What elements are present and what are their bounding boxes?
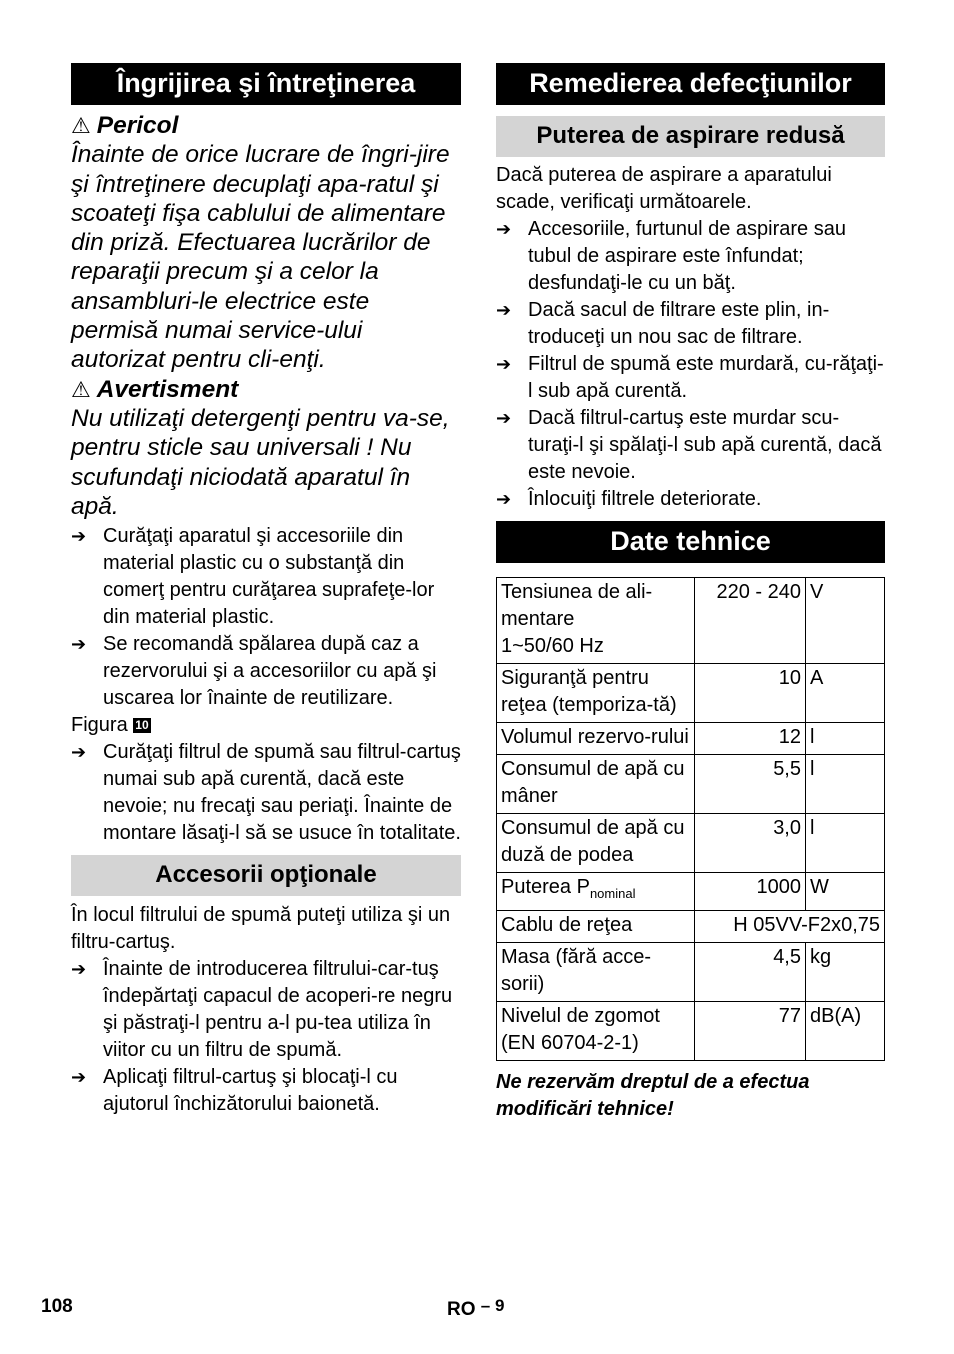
list-item: ➔ Se recomandă spălarea după caz a rezervorului şi a accesoriilor cu apă şi uscarea lor înainte de reutilizare. [71, 633, 437, 710]
troubleshooting-heading: Remedierea defecţiunilor [496, 63, 885, 105]
table-row: Tensiunea de ali-mentare 1~50/60 Hz 220 - 240 V [497, 578, 885, 664]
section-page-indicator: RO – 9 [447, 1296, 505, 1320]
table-row: Nivelul de zgomot (EN 60704-2-1) 77 dB(A) [497, 1002, 885, 1061]
warning-text: Nu utilizaţi detergenţi pentru va-se, pentru sticle sau universali ! Nu scufundaţi niciodată aparatul în apă. [71, 404, 450, 520]
list-item: ➔ Filtrul de spumă este murdară, cu-răţaţi-l sub apă curentă. [496, 353, 884, 402]
table-row: Masa (fără acce-sorii) 4,5 kg [497, 943, 885, 1002]
care-maintenance-heading: Îngrijirea şi întreţinerea [71, 63, 461, 105]
arrow-right-icon: ➔ [496, 219, 512, 239]
accessories-list [71, 956, 461, 1118]
optional-accessories-heading: Accesorii opţionale [71, 855, 461, 896]
filter-cleaning-list [71, 739, 461, 847]
warning-title-line [71, 375, 461, 404]
technical-changes-note: Ne rezervăm dreptul de a efectua modificări tehnice! [496, 1071, 810, 1120]
table-row: Siguranţă pentru reţea (temporiza-tă) 10 A [497, 664, 885, 723]
list-item: ➔ Înainte de introducerea filtrului-car-tuş îndepărtaţi capacul de acoperi-re negru şi păstraţi-l pentru a-l pu-tea utiliza în viitor cu un filtru de spumă. [71, 958, 453, 1062]
arrow-right-icon: ➔ [71, 959, 87, 980]
suction-checks-list [496, 216, 885, 513]
danger-title-line [71, 111, 461, 140]
table-row: Volumul rezervo-rului 12 l [497, 723, 885, 755]
warning-title: Avertisment [96, 375, 239, 403]
list-item: ➔ Dacă sacul de filtrare este plin, in-troduceţi un nou sac de filtrare. [496, 299, 830, 348]
arrow-right-icon: ➔ [496, 300, 512, 320]
care-steps-list [71, 523, 461, 712]
right-column [496, 63, 885, 1123]
figure-reference: Figura 10 [71, 714, 149, 737]
figure-number-icon: 10 [135, 718, 149, 733]
technical-data-heading: Date tehnice [496, 521, 885, 563]
warning-triangle-icon: ⚠ [71, 113, 91, 138]
arrow-right-icon: ➔ [71, 742, 87, 763]
table-row: Consumul de apă cu duză de podea 3,0 l [497, 814, 885, 873]
page-number: 108 [41, 1296, 73, 1317]
technical-data-table [496, 577, 885, 1061]
table-row: Cablu de reţea H 05VV-F2x0,75 [497, 911, 885, 943]
accessories-intro: În locul filtrului de spumă puteţi utiliza şi un filtru-cartuş. [71, 904, 451, 954]
arrow-right-icon: ➔ [496, 354, 512, 374]
list-item: ➔ Înlocuiţi filtrele deteriorate. [496, 486, 885, 513]
left-column [71, 63, 461, 1118]
arrow-right-icon: ➔ [71, 634, 87, 655]
table-row: Puterea $P_{nominal}$ 1000 W [497, 873, 885, 911]
list-item: ➔ Aplicaţi filtrul-cartuş şi blocaţi-l cu ajutorul închizătorului baionetă. [71, 1066, 398, 1116]
list-item: ➔ Dacă filtrul-cartuş este murdar scu-turaţi-l şi spălaţi-l sub apă curentă, dacă este nevoie. [496, 407, 882, 483]
danger-title: Pericol [96, 112, 179, 139]
reduced-suction-heading: Puterea de aspirare redusă [496, 116, 885, 157]
list-item: ➔ Accesoriile, furtunul de aspirare sau tubul de aspirare este înfundat; desfundaţi-le cu un băţ. [496, 218, 846, 294]
list-item: ➔ Curăţaţi aparatul şi accesoriile din material plastic cu o substanţă din comerţ pentru curăţarea suprafeţe-lor din material plastic. [71, 525, 435, 629]
warning-notice [71, 375, 461, 521]
suction-intro: Dacă puterea de aspirare a aparatului scade, verificaţi următoarele. [496, 164, 832, 213]
danger-notice [71, 111, 461, 375]
arrow-right-icon: ➔ [71, 1067, 87, 1088]
danger-text: Înainte de orice lucrare de îngri-jire şi întreţinere decuplaţi apa-ratul şi scoateţi fişa cablului de alimentare din priză. Efectuarea lucrărilor de reparaţii precum şi a celor la ansambluri-le electrice este permisă numai service-ului autorizat pentru cli-enţi. [71, 141, 450, 374]
table-row: Consumul de apă cu mâner 5,5 l [497, 755, 885, 814]
list-item: ➔ Curăţaţi filtrul de spumă sau filtrul-cartuş numai sub apă curentă, dacă este nevoie; nu frecaţi sau periaţi. Înainte de montare lăsaţi-l să se usuce în totalitate. [71, 741, 461, 845]
warning-triangle-icon: ⚠ [71, 376, 91, 402]
arrow-right-icon: ➔ [496, 489, 512, 509]
arrow-right-icon: ➔ [71, 526, 87, 547]
arrow-right-icon: ➔ [496, 408, 512, 428]
